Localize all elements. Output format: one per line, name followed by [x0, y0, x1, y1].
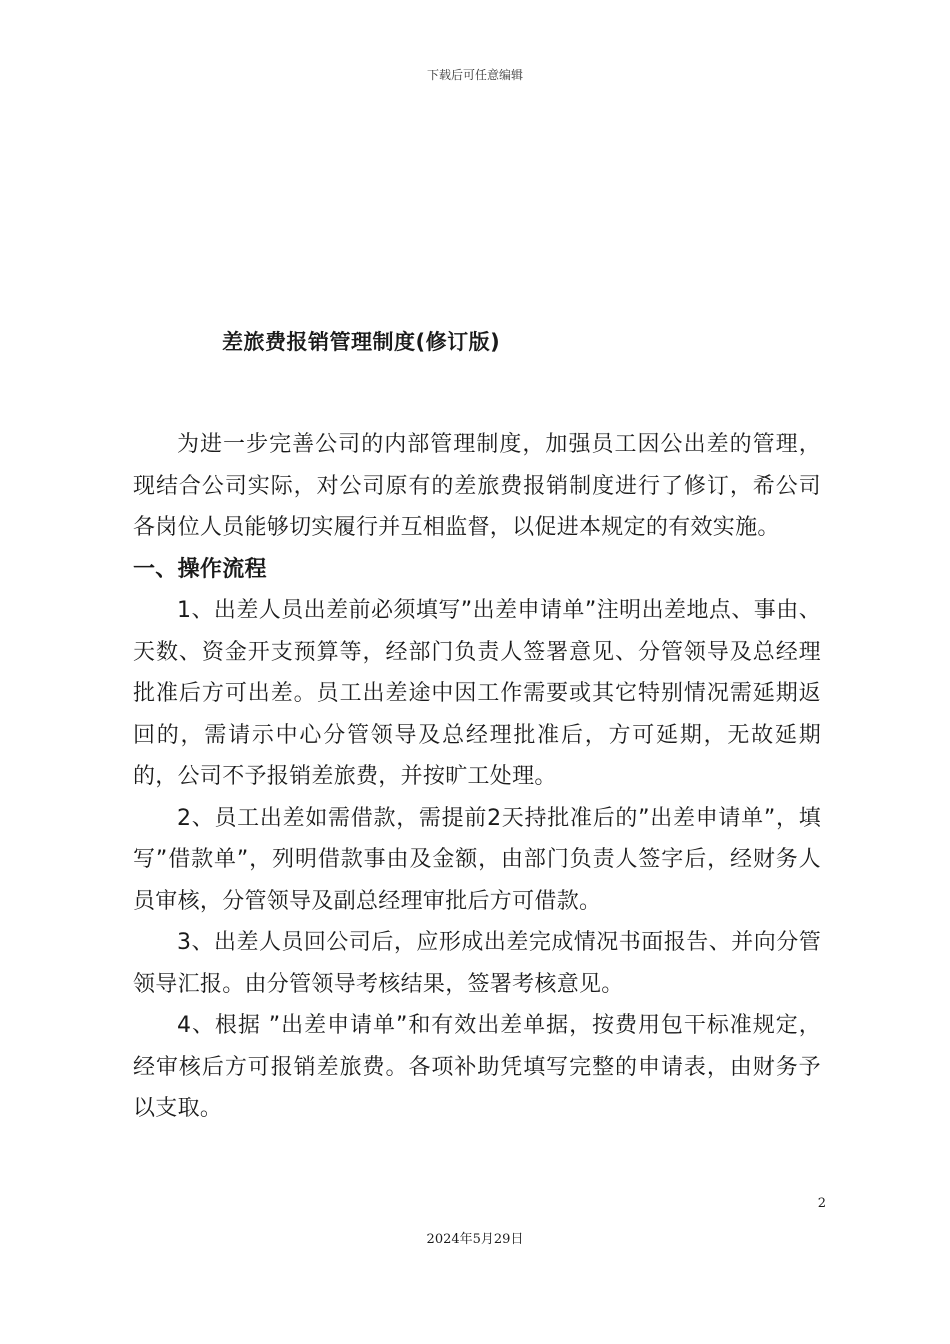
procedure-item-2: 2、员工出差如需借款，需提前2天持批准后的”出差申请单”，填写”借款单”，列明借款事由及金额，由部门负责人签字后，经财务人员审核，分管领导及副总经理审批后方可借款。 — [133, 805, 821, 914]
document-title: 差旅费报销管理制度(修订版) — [222, 330, 501, 354]
footer-date: 2024年5月29日 — [426, 1232, 524, 1247]
section-heading: 一、操作流程 — [133, 556, 267, 582]
intro-paragraph: 为进一步完善公司的内部管理制度，加强员工因公出差的管理，现结合公司实际，对公司原有的差旅费报销制度进行了修订，希公司各岗位人员能够切实履行并互相监督，以促进本规定的有效实施。 — [133, 432, 821, 540]
procedure-item-1: 1、出差人员出差前必须填写”出差申请单”注明出差地点、事由、天数、资金开支预算等，经部门负责人签署意见、分管领导及总经理批准后方可出差。员工出差途中因工作需要或其它特别情况需延期返回的，需请示中心分管领导及总经理批准后，方可延期，无故延期的，公司不予报销差旅费，并按旷工处理。 — [133, 598, 821, 789]
page-number: 2 — [817, 1196, 826, 1211]
procedure-item-4: 4、根据 ”出差申请单”和有效出差单据，按费用包干标准规定，经审核后方可报销差旅费。各项补助凭填写完整的申请表，由财务予以支取。 — [133, 1013, 821, 1121]
header-note: 下载后可任意编辑 — [426, 68, 523, 82]
document-body — [133, 424, 821, 1130]
procedure-item-3: 3、出差人员回公司后，应形成出差完成情况书面报告、并向分管领导汇报。由分管领导考核结果，签署考核意见。 — [133, 930, 821, 997]
